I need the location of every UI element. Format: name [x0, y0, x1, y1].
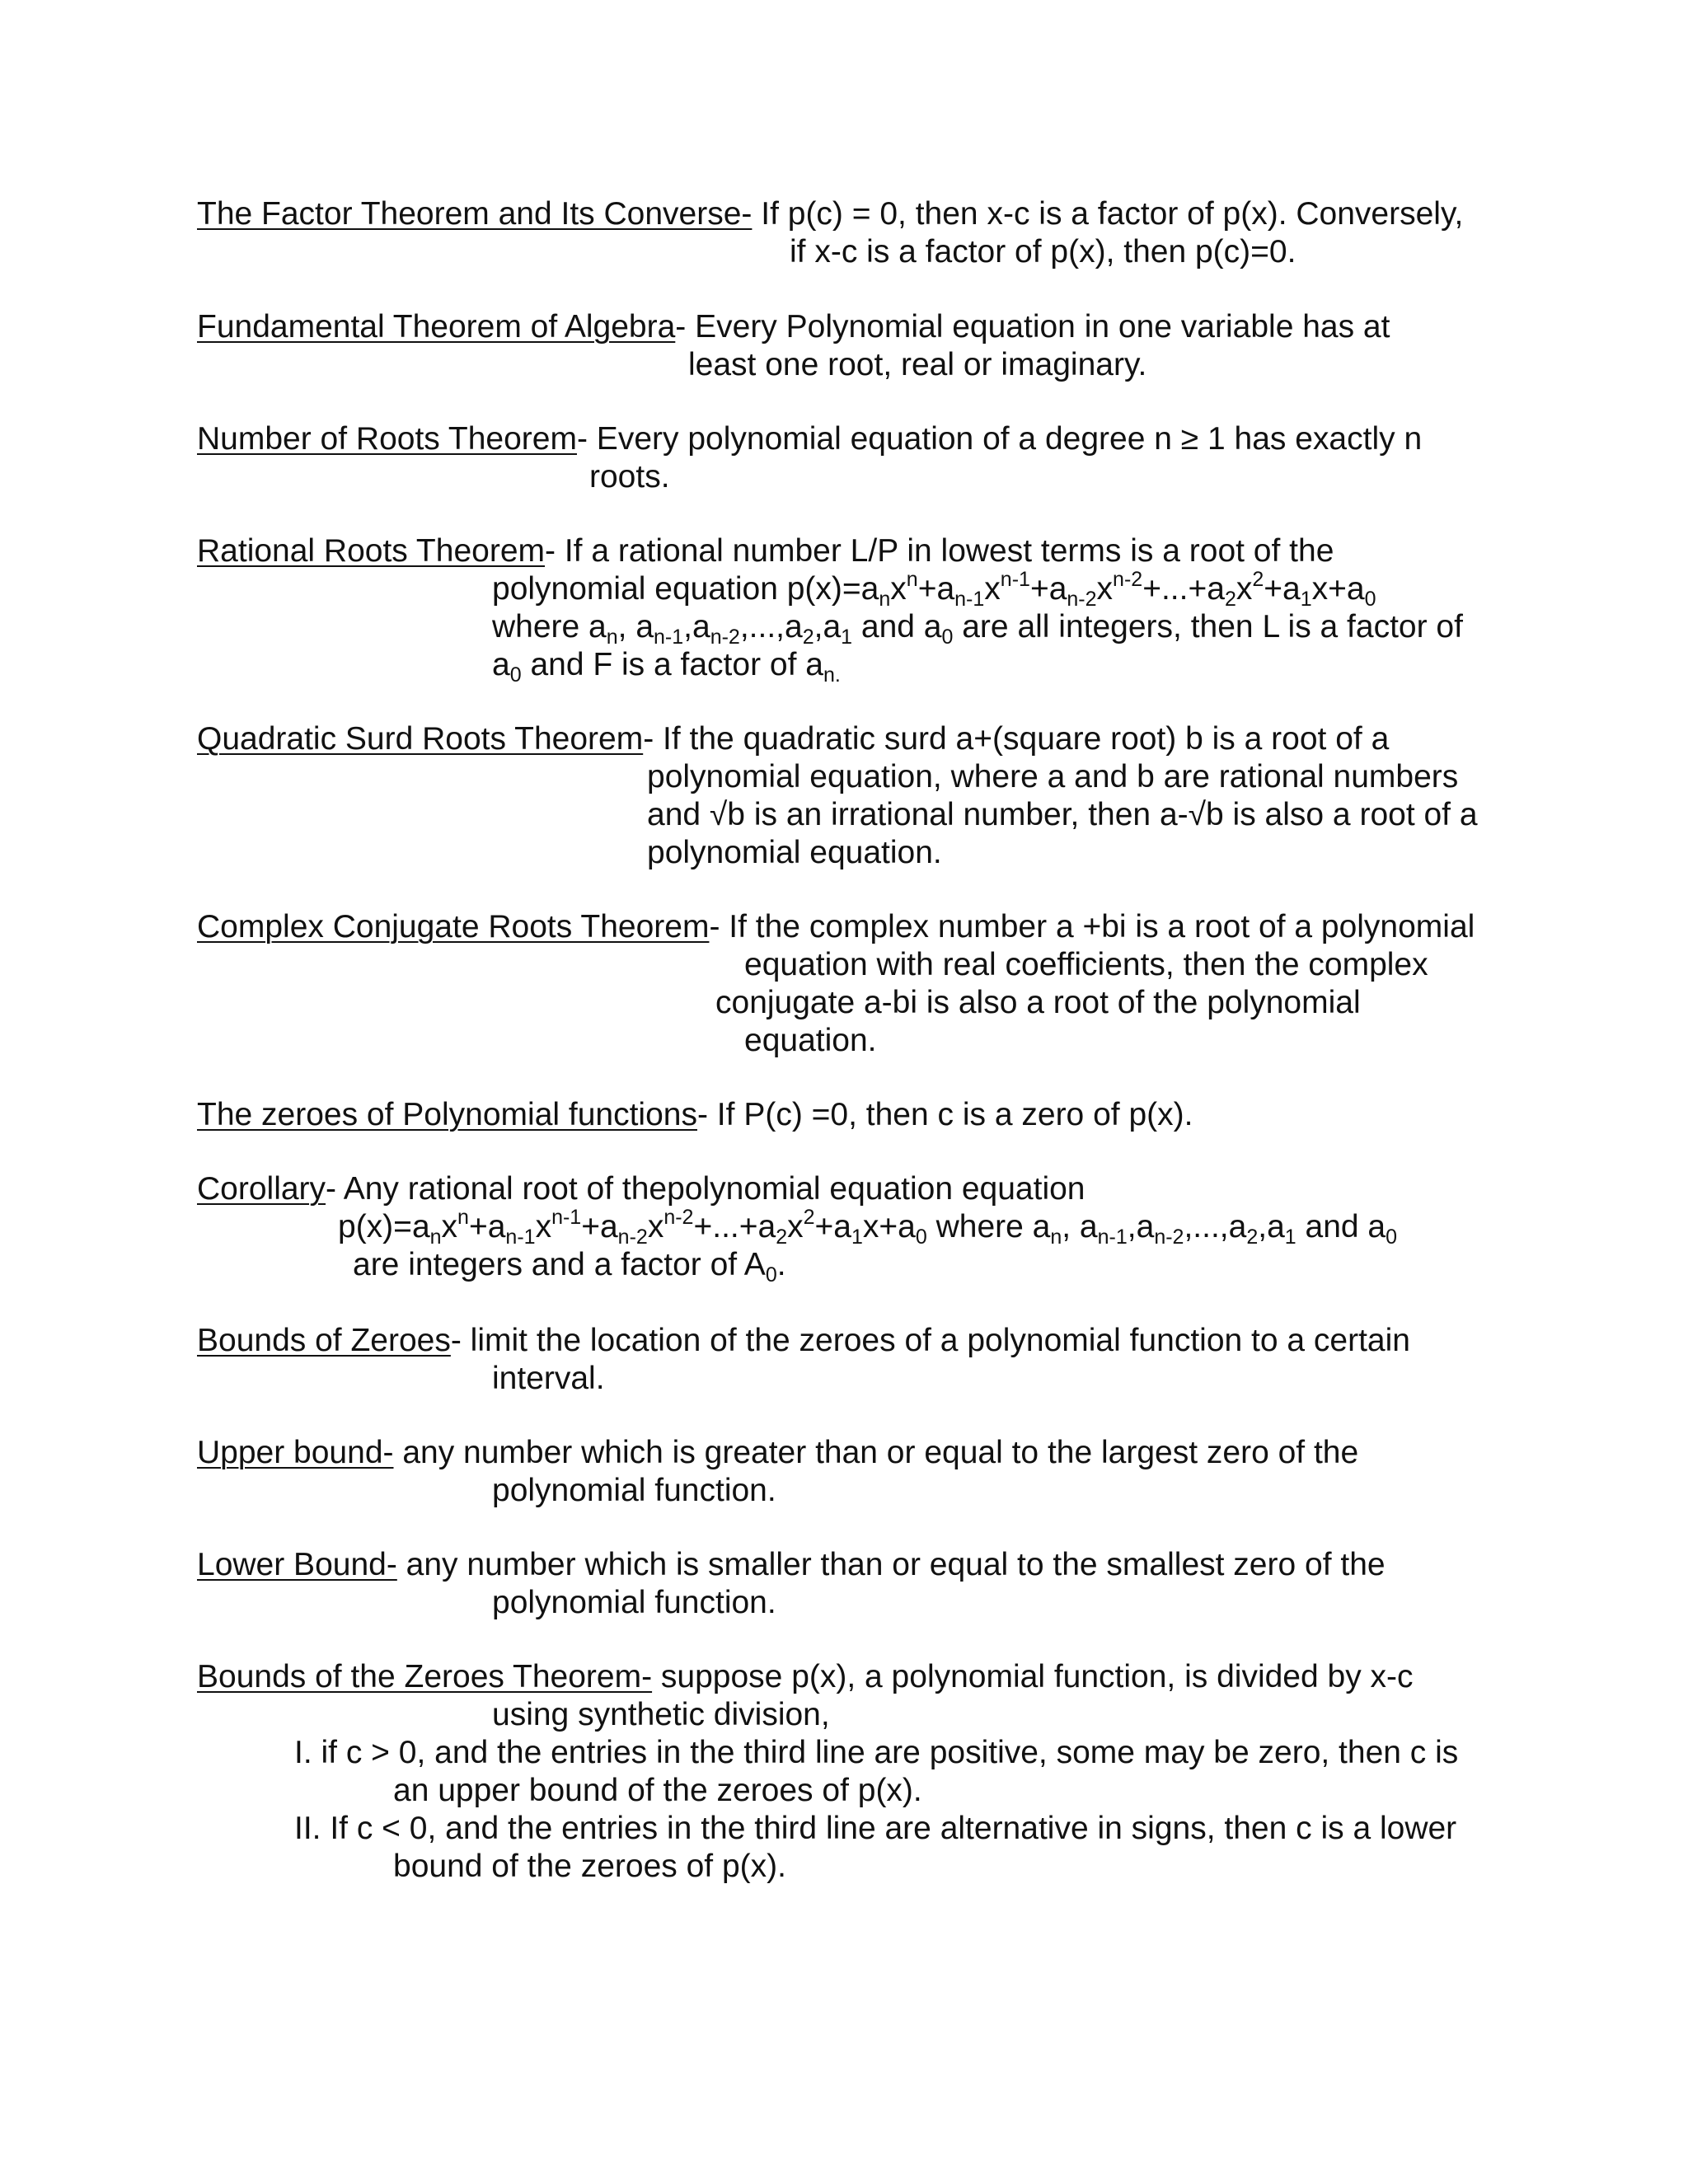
bounds-theorem-line-2: using synthetic division,	[492, 1697, 830, 1732]
number-of-roots-line-1	[197, 420, 1422, 458]
corollary-line-1	[197, 1170, 1085, 1208]
factor-theorem-line-1	[197, 195, 1463, 233]
complex-conjugate-definition: - If the complex number a +bi is a root of a polynomial	[709, 909, 1475, 944]
bounds-theorem-item-2-cont: bound of the zeroes of p(x).	[393, 1849, 786, 1884]
quadratic-surd-term: Quadratic Surd Roots Theorem	[197, 721, 644, 757]
lower-bound-line-2: polynomial function.	[492, 1585, 776, 1620]
number-of-roots-line-2: roots.	[589, 459, 670, 494]
lower-bound-line-1	[197, 1546, 1386, 1584]
number-of-roots-term: Number of Roots Theorem	[197, 421, 577, 457]
number-of-roots-definition: - Every polynomial equation of a degree n ≥ 1 has exactly n	[576, 421, 1423, 457]
bounds-theorem-term: Bounds of the Zeroes Theorem-	[197, 1659, 653, 1694]
factor-theorem-definition: If p(c) = 0, then x-c is a factor of p(x). Conversely,	[752, 196, 1464, 232]
quadratic-surd-line-3: and √b is an irrational number, then a-√b is also a root of a	[647, 797, 1478, 832]
quadratic-surd-definition: - If the quadratic surd a+(square root) b is a root of a	[643, 721, 1390, 757]
corollary-term: Corollary	[197, 1171, 326, 1207]
fta-term: Fundamental Theorem of Algebra	[197, 309, 676, 344]
corollary-equation: $p(x)=a_nx^n+a_{n-1}x^{n-1}+a_{n-2}x^{n-2}+...+a_2x^2+a_1x+a_0$ where $a_n$, $a_{n-1},a_{n-2},...,a_2,a_1$ and $a_0$	[338, 1206, 1398, 1249]
bounds-definition: - limit the location of the zeroes of a polynomial function to a certain	[450, 1323, 1410, 1358]
upper-bound-definition: any number which is greater than or equal to the largest zero of the	[393, 1435, 1359, 1470]
zeroes-line-1	[197, 1096, 1193, 1134]
lower-bound-term: Lower Bound-	[197, 1547, 397, 1582]
upper-bound-line-1	[197, 1434, 1358, 1472]
zeroes-term: The zeroes of Polynomial functions	[197, 1097, 697, 1132]
complex-conjugate-line-1	[197, 908, 1475, 946]
bounds-theorem-item-1: I. if c > 0, and the entries in the third line are positive, some may be zero, then c is	[294, 1735, 1459, 1770]
quadratic-surd-line-2: polynomial equation, where a and b are rational numbers	[647, 759, 1459, 794]
factor-theorem-term: The Factor Theorem and Its Converse-	[197, 196, 753, 232]
bounds-term: Bounds of Zeroes	[197, 1323, 451, 1358]
lower-bound-definition: any number which is smaller than or equal to the smallest zero of the	[396, 1547, 1386, 1582]
bounds-line-1	[197, 1322, 1410, 1360]
bounds-theorem-item-2: II. If c < 0, and the entries in the third line are alternative in signs, then c is a lower	[294, 1811, 1457, 1846]
bounds-theorem-line-1	[197, 1658, 1414, 1696]
rational-roots-equation: polynomial equation $p(x)=a_nx^n+a_{n-1}x^{n-1}+a_{n-2}x^{n-2}+...+a_2x^2+a_1x+a_0$	[492, 568, 1376, 611]
rational-roots-term: Rational Roots Theorem	[197, 533, 545, 569]
quadratic-surd-line-1	[197, 720, 1389, 758]
complex-conjugate-line-3: conjugate a-bi is also a root of the polynomial	[715, 985, 1361, 1020]
rational-roots-line-4: $a_0$ and F is a factor of $a_{n.}$	[492, 647, 841, 687]
upper-bound-term: Upper bound-	[197, 1435, 394, 1470]
bounds-line-2: interval.	[492, 1361, 605, 1396]
complex-conjugate-line-2: equation with real coefficients, then the complex	[744, 947, 1428, 982]
zeroes-definition: - If P(c) =0, then c is a zero of p(x).	[696, 1097, 1193, 1132]
fta-line-1	[197, 308, 1390, 346]
upper-bound-line-2: polynomial function.	[492, 1473, 776, 1508]
rational-roots-line-1	[197, 532, 1334, 570]
fta-definition: - Every Polynomial equation in one variable has at	[675, 309, 1390, 344]
complex-conjugate-term: Complex Conjugate Roots Theorem	[197, 909, 710, 944]
rational-roots-line-3: where $a_n$, $a_{n-1},a_{n-2},...,a_2,a_1$ and $a_0$ are all integers, then L is a factor of	[492, 609, 1463, 649]
factor-theorem-line-2: if x-c is a factor of p(x), then p(c)=0.	[790, 234, 1296, 269]
bounds-theorem-definition: suppose p(x), a polynomial function, is divided by x-c	[652, 1659, 1414, 1694]
rational-roots-definition: - If a rational number L/P in lowest terms is a root of the	[545, 533, 1334, 569]
quadratic-surd-line-4: polynomial equation.	[647, 835, 942, 870]
corollary-line-3: are integers and a factor of $A_0$.	[353, 1247, 786, 1286]
corollary-definition: - Any rational root of thepolynomial equation equation	[326, 1171, 1085, 1207]
bounds-theorem-item-1-cont: an upper bound of the zeroes of p(x).	[393, 1773, 922, 1808]
complex-conjugate-line-4: equation.	[744, 1023, 877, 1058]
fta-line-2: least one root, real or imaginary.	[688, 347, 1147, 382]
